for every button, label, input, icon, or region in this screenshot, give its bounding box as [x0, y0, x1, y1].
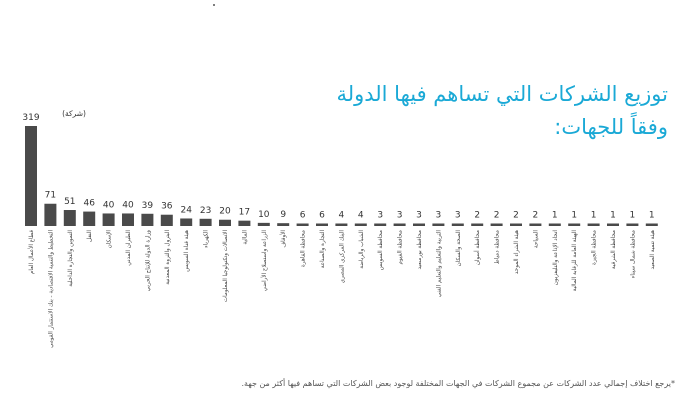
category-label-14: محافظة القاهرة — [300, 230, 307, 268]
category-label-0: قطاع الأعمال العام — [29, 230, 35, 275]
category-label-13: الأوقاف — [281, 230, 288, 248]
bar-28 — [568, 224, 580, 227]
value-label-13: 9 — [280, 210, 287, 221]
category-label-25: هيئة الشراء الموحد — [514, 230, 520, 275]
bar-24 — [491, 224, 503, 227]
category-label-11: المالية — [242, 230, 249, 245]
category-label-4: الإسكان — [106, 230, 113, 249]
value-label-3: 46 — [83, 198, 95, 209]
value-label-21: 3 — [435, 210, 442, 221]
bar-14 — [297, 224, 309, 227]
category-label-5: الطيران المدني — [126, 230, 132, 266]
value-label-0: 319 — [22, 113, 40, 123]
category-label-12: الزراعة واستصلاح الأراضي — [261, 230, 268, 292]
category-label-32: هيئة تنمية الصعيد — [649, 230, 656, 270]
value-label-1: 71 — [44, 190, 57, 201]
category-label-3: النقل — [87, 230, 94, 243]
value-label-25: 2 — [513, 210, 519, 221]
bar-9 — [200, 219, 212, 226]
bar-4 — [103, 213, 115, 226]
value-label-9: 23 — [199, 205, 212, 216]
bar-27 — [549, 224, 561, 227]
bar-15 — [316, 224, 328, 227]
category-label-8: هيئة قناة السويس — [184, 230, 191, 272]
value-label-17: 4 — [357, 210, 364, 221]
bar-26 — [529, 224, 541, 227]
value-label-7: 36 — [161, 201, 173, 212]
bar-0 — [25, 126, 37, 226]
category-label-23: محافظة أسوان — [475, 230, 482, 266]
value-label-11: 17 — [238, 207, 251, 218]
bar-32 — [646, 224, 658, 227]
value-label-15: 6 — [319, 210, 325, 221]
value-label-30: 1 — [610, 210, 616, 221]
category-label-20: محافظة بورسعيد — [417, 230, 423, 270]
value-label-20: 3 — [416, 210, 422, 221]
bar-19 — [394, 224, 406, 227]
bar-30 — [607, 224, 619, 227]
value-label-23: 2 — [474, 210, 481, 221]
chart-title-line1: توزيع الشركات التي تساهم فيها الدولة — [336, 82, 668, 106]
category-label-17: الشباب والرياضة — [358, 230, 365, 269]
value-label-24: 2 — [493, 210, 500, 221]
category-label-22: الصحة والسكان — [455, 230, 462, 267]
bar-13 — [277, 223, 289, 226]
category-label-18: محافظة السويس — [378, 230, 385, 271]
category-label-28: الهيئة العامة للرقابة المالية — [572, 230, 579, 292]
value-label-6: 39 — [141, 200, 154, 211]
value-label-18: 3 — [377, 210, 384, 221]
category-label-30: محافظة الشرقية — [611, 230, 617, 270]
category-label-26: السياحة — [533, 230, 540, 249]
value-label-5: 40 — [122, 200, 134, 211]
bar-7 — [161, 215, 173, 226]
value-label-27: 1 — [551, 210, 558, 221]
bar-3 — [83, 212, 95, 226]
value-label-31: 1 — [629, 210, 636, 221]
bar-10 — [219, 220, 231, 226]
category-label-29: محافظة الجيزة — [591, 230, 598, 265]
value-label-4: 40 — [102, 200, 115, 211]
category-label-15: التجارة والصناعة — [320, 230, 326, 269]
value-label-26: 2 — [532, 210, 539, 221]
bar-21 — [432, 224, 444, 227]
value-label-22: 3 — [454, 210, 461, 221]
bar-18 — [374, 224, 386, 227]
category-label-27: اتحاد الإذاعة والتليفزيون — [552, 230, 559, 286]
bar-5 — [122, 213, 134, 226]
category-label-7: البترول والثروة المعدنية — [164, 230, 171, 285]
value-label-8: 24 — [180, 205, 192, 216]
footnote: *يرجع اختلاف إجمالي عدد الشركات عن مجموع الشركات في الجهات المختلفة لوجود بعض الشركات التي تساهم فيها أكثر من جهة. — [241, 379, 675, 388]
value-label-19: 3 — [396, 210, 403, 221]
bar-23 — [471, 224, 483, 227]
value-label-29: 1 — [590, 210, 597, 221]
bar-25 — [510, 224, 522, 227]
value-label-10: 20 — [219, 206, 231, 217]
bar-6 — [141, 214, 153, 226]
category-label-24: محافظة دمياط — [494, 229, 501, 265]
bar-12 — [258, 223, 270, 226]
value-label-16: 4 — [338, 210, 345, 221]
value-label-2: 51 — [64, 197, 76, 208]
category-label-2: التموين والتجارة الداخلية — [67, 230, 74, 287]
bar-17 — [355, 224, 367, 227]
category-label-10: الاتصالات وتكنولوجيا المعلومات — [223, 230, 229, 303]
bar-29 — [588, 224, 600, 227]
bar-22 — [452, 224, 464, 227]
category-label-31: محافظة شمال سيناء — [630, 230, 637, 279]
category-label-1: التخطيط والتنمية الاقتصادية - بنك الاستثمار القومي — [48, 230, 55, 348]
value-label-14: 6 — [299, 210, 306, 221]
unit-label: (شركة) — [62, 109, 86, 118]
category-label-9: الكهرباء — [203, 230, 210, 248]
category-label-19: محافظة الفيوم — [397, 230, 404, 265]
bar-2 — [64, 210, 76, 226]
bar-8 — [180, 218, 192, 226]
value-label-12: 10 — [258, 209, 270, 220]
bar-1 — [44, 204, 56, 226]
bar-11 — [238, 221, 250, 226]
category-label-6: وزارة الدولة للإنتاج الحربي — [145, 230, 152, 292]
value-label-32: 1 — [648, 210, 655, 221]
bar-31 — [626, 224, 638, 227]
bar-20 — [413, 224, 425, 227]
bar-16 — [335, 224, 347, 227]
category-label-21: التربية والتعليم والتعليم الفني — [436, 230, 443, 298]
value-label-28: 1 — [571, 210, 578, 221]
chart-title-line2: وفقاً للجهات: — [554, 115, 668, 139]
category-label-16: البنك المركزي المصري — [339, 230, 346, 284]
